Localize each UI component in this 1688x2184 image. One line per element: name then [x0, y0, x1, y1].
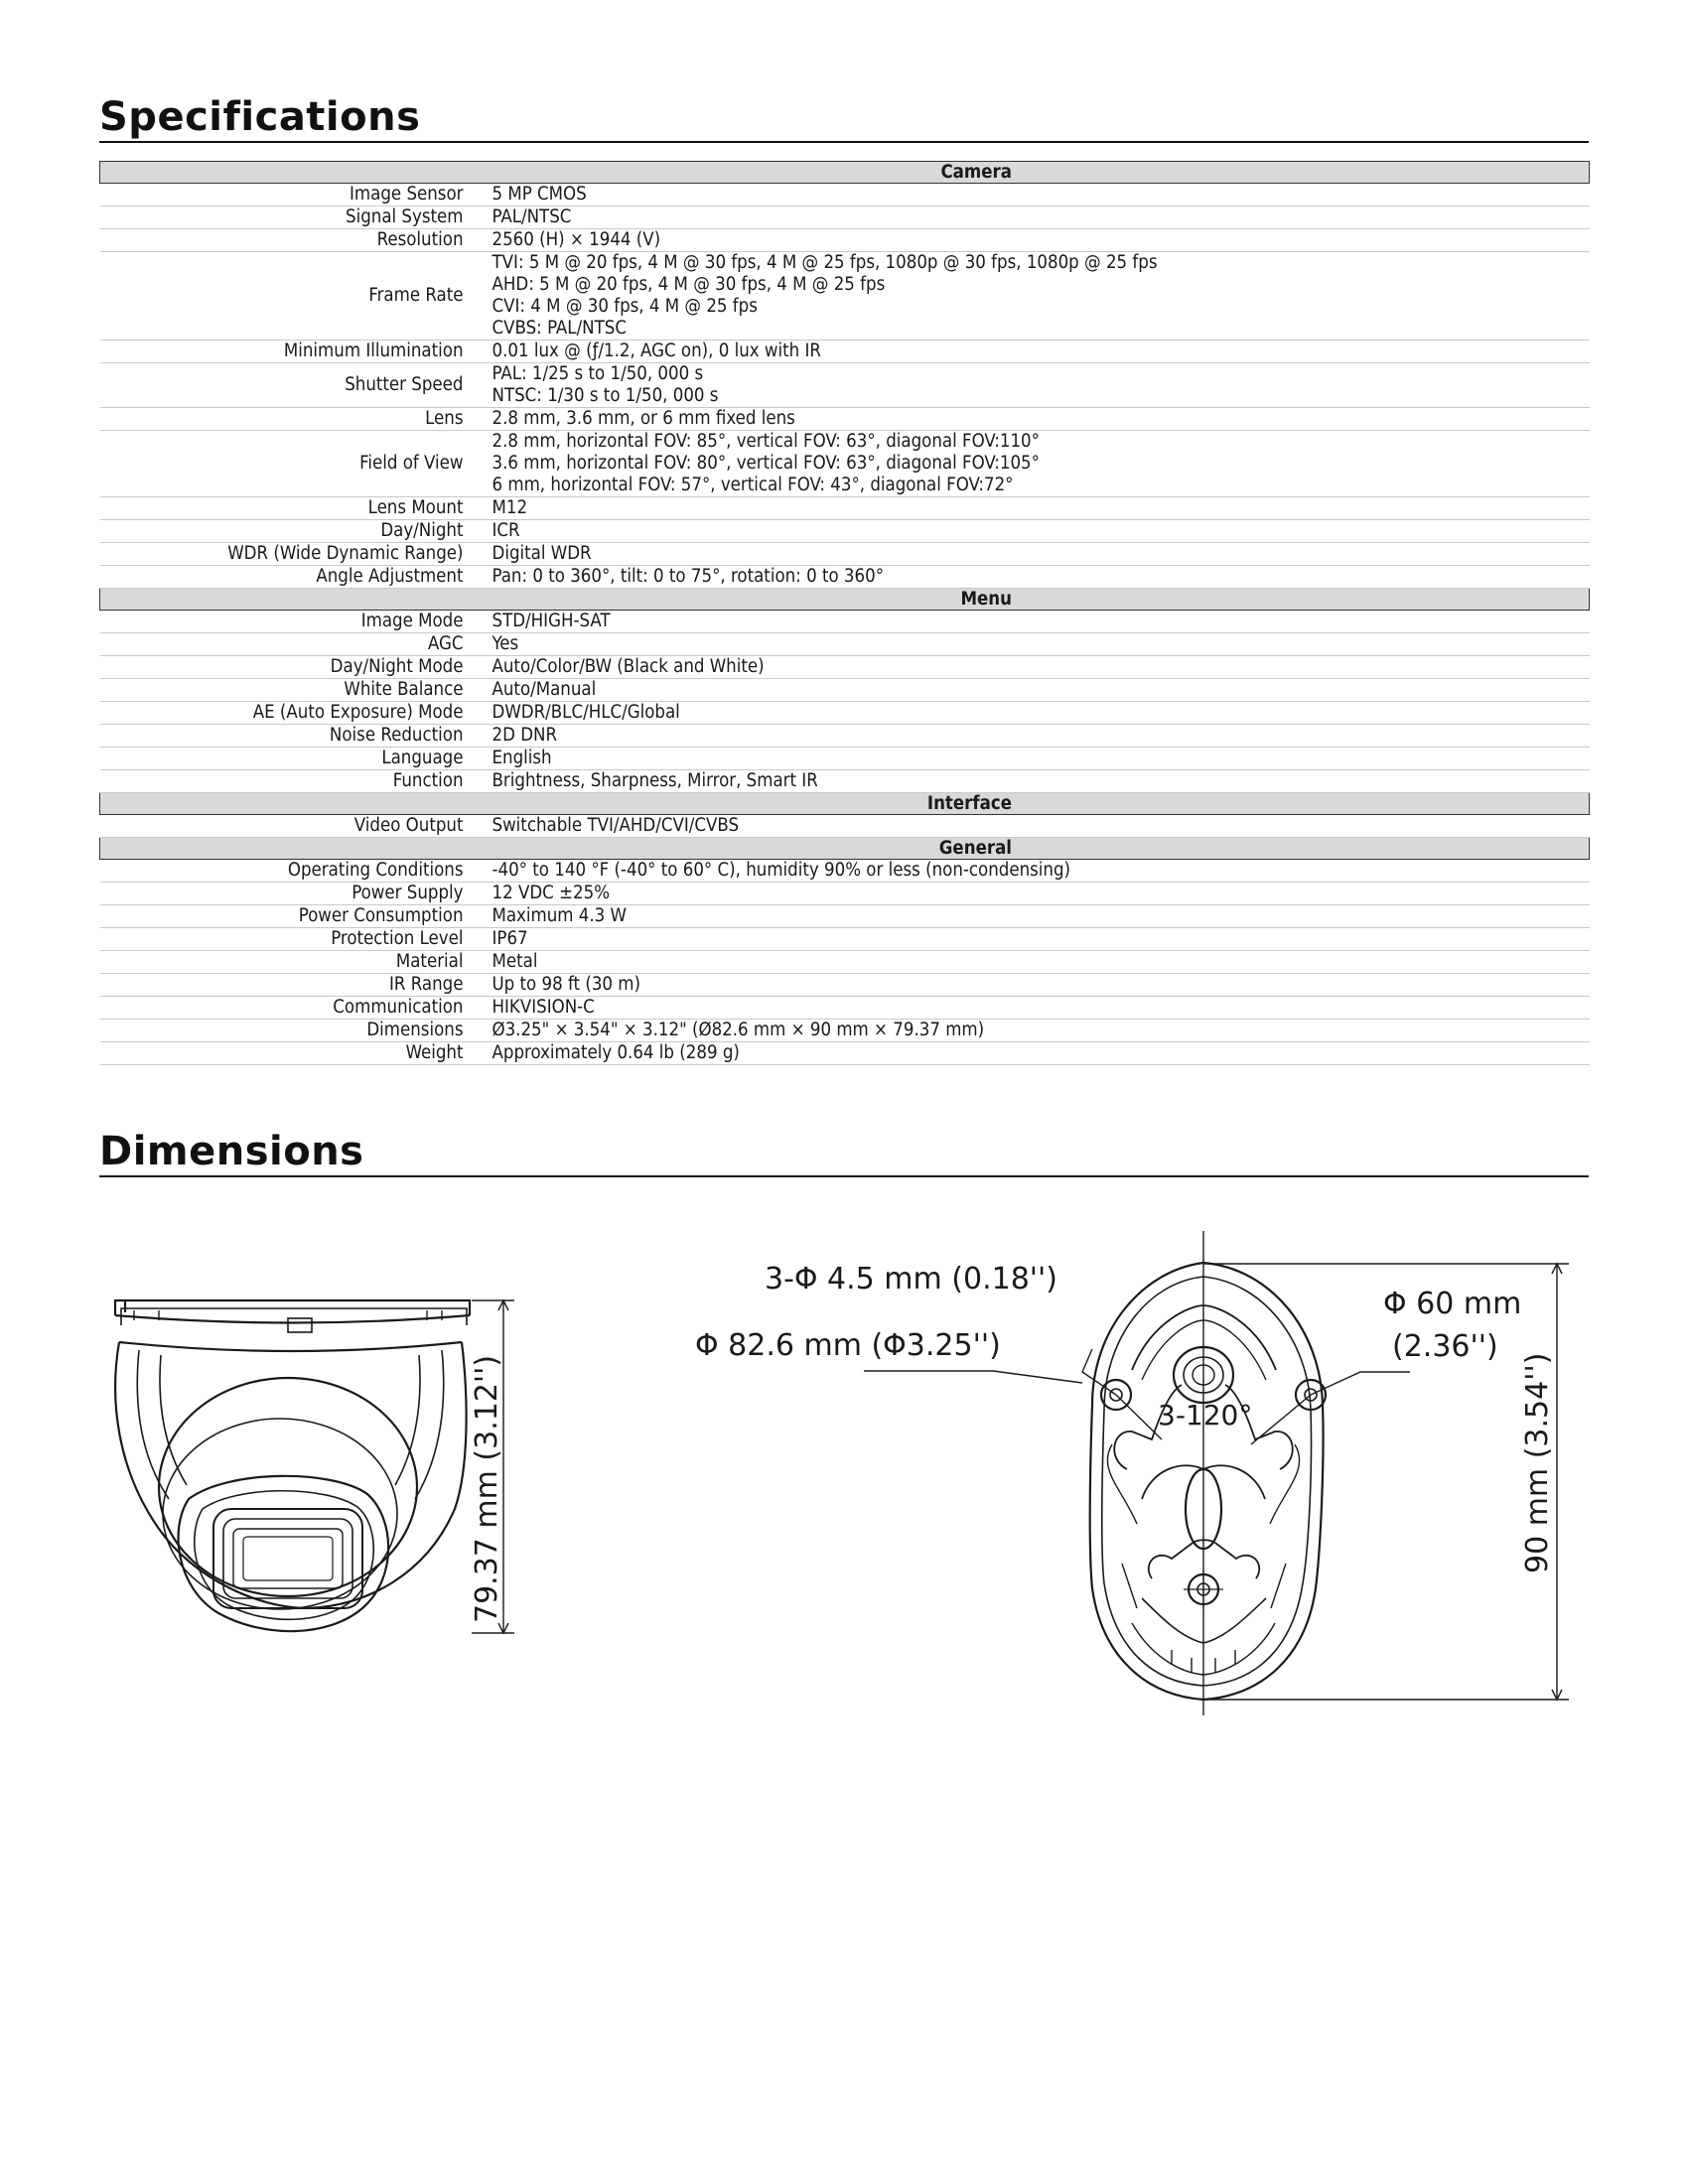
spec-row — [100, 883, 1590, 905]
spec-label: Protection Level — [100, 928, 492, 951]
spec-value — [492, 229, 1590, 252]
spec-row — [100, 928, 1590, 951]
spec-value-line: Digital WDR — [492, 543, 592, 564]
spec-label: Minimum Illumination — [100, 341, 492, 363]
spec-row — [100, 770, 1590, 793]
spec-group-header — [100, 838, 1590, 860]
spec-value — [492, 543, 1590, 566]
spec-value — [492, 725, 1590, 748]
spec-value-line: Switchable TVI/AHD/CVI/CVBS — [492, 815, 740, 836]
spec-row — [100, 860, 1590, 883]
spec-value — [492, 770, 1590, 793]
spec-value — [492, 184, 1590, 206]
spec-value-line: CVBS: PAL/NTSC — [492, 318, 627, 339]
spec-label: Day/Night — [100, 520, 492, 543]
spec-group-title: Interface — [926, 792, 1012, 814]
spec-value — [492, 408, 1590, 431]
spec-value-line: -40° to 140 °F (-40° to 60° C), humidity 90% or less (non-condensing) — [492, 860, 1071, 881]
spec-value-line: PAL: 1/25 s to 1/50, 000 s — [492, 363, 704, 384]
spec-value-line: 2.8 mm, horizontal FOV: 85°, vertical FOV: 63°, diagonal FOV:110° — [492, 431, 1040, 452]
spec-row — [100, 543, 1590, 566]
spec-label: Power Supply — [100, 883, 492, 905]
angle-label: 3-120° — [1158, 1399, 1253, 1432]
spec-value — [492, 520, 1590, 543]
outer-diameter-label: Φ 82.6 mm (Φ3.25'') — [695, 1328, 1001, 1363]
spec-group-header — [100, 589, 1590, 611]
spec-value-line: NTSC: 1/30 s to 1/50, 000 s — [492, 385, 719, 406]
dimensions-drawing — [99, 1171, 1589, 1747]
spec-value-line: CVI: 4 M @ 30 fps, 4 M @ 25 fps — [492, 296, 758, 317]
spec-value-line: English — [492, 748, 552, 768]
spec-row — [100, 1020, 1590, 1042]
spec-label: Lens — [100, 408, 492, 431]
spec-value — [492, 611, 1590, 633]
spec-row — [100, 1042, 1590, 1065]
inner-diameter-label-2: (2.36'') — [1392, 1329, 1498, 1364]
spec-label: Function — [100, 770, 492, 793]
spec-value — [492, 633, 1590, 656]
spec-value-line: Up to 98 ft (30 m) — [492, 974, 640, 995]
spec-row — [100, 341, 1590, 363]
spec-value — [492, 951, 1590, 974]
spec-label: Angle Adjustment — [100, 566, 492, 589]
spec-label: WDR (Wide Dynamic Range) — [100, 543, 492, 566]
spec-label: IR Range — [100, 974, 492, 997]
specifications-heading: Specifications — [99, 93, 1589, 143]
spec-row — [100, 184, 1590, 206]
spec-label: Operating Conditions — [100, 860, 492, 883]
spec-value — [492, 883, 1590, 905]
spec-value-line: Ø3.25" × 3.54" × 3.12" (Ø82.6 mm × 90 mm × 79.37 mm) — [492, 1020, 985, 1040]
spec-label: Image Sensor — [100, 184, 492, 206]
spec-label: Dimensions — [100, 1020, 492, 1042]
inner-diameter-label-1: Φ 60 mm — [1383, 1287, 1522, 1321]
spec-value-line: 6 mm, horizontal FOV: 57°, vertical FOV: 43°, diagonal FOV:72° — [492, 475, 1014, 495]
spec-value — [492, 974, 1590, 997]
spec-row — [100, 408, 1590, 431]
spec-row — [100, 748, 1590, 770]
spec-label: Lens Mount — [100, 497, 492, 520]
spec-row — [100, 951, 1590, 974]
spec-value-line: IP67 — [492, 928, 528, 949]
spec-row — [100, 679, 1590, 702]
spec-row — [100, 974, 1590, 997]
spec-value — [492, 815, 1590, 838]
spec-row — [100, 520, 1590, 543]
spec-label: Shutter Speed — [100, 363, 492, 408]
spec-label: AE (Auto Exposure) Mode — [100, 702, 492, 725]
spec-value-line: Auto/Color/BW (Black and White) — [492, 656, 765, 677]
spec-label: Day/Night Mode — [100, 656, 492, 679]
spec-value — [492, 656, 1590, 679]
spec-value-line: AHD: 5 M @ 20 fps, 4 M @ 30 fps, 4 M @ 25 fps — [492, 274, 886, 295]
bottom-view-height-label: 90 mm (3.54'') — [1520, 1352, 1555, 1573]
spec-value-line: STD/HIGH-SAT — [492, 611, 611, 631]
spec-row — [100, 431, 1590, 497]
spec-row — [100, 815, 1590, 838]
spec-row — [100, 702, 1590, 725]
spec-value — [492, 431, 1590, 497]
spec-row — [100, 905, 1590, 928]
spec-row — [100, 229, 1590, 252]
spec-row — [100, 997, 1590, 1020]
spec-value — [492, 566, 1590, 589]
spec-label: Image Mode — [100, 611, 492, 633]
spec-group-title: General — [938, 837, 1012, 859]
spec-row — [100, 656, 1590, 679]
spec-value — [492, 341, 1590, 363]
spec-group-title: Camera — [940, 161, 1012, 183]
spec-group-header — [100, 162, 1590, 184]
spec-row — [100, 206, 1590, 229]
side-view-height-label: 79.37 mm (3.12'') — [470, 1354, 504, 1623]
spec-value-line: 2560 (H) × 1944 (V) — [492, 229, 661, 250]
spec-value-line: Metal — [492, 951, 538, 972]
spec-value — [492, 860, 1590, 883]
spec-group-header — [100, 793, 1590, 815]
spec-label: Resolution — [100, 229, 492, 252]
spec-row — [100, 566, 1590, 589]
spec-row — [100, 497, 1590, 520]
spec-value-line: Pan: 0 to 360°, tilt: 0 to 75°, rotation: 0 to 360° — [492, 566, 885, 587]
spec-label: Language — [100, 748, 492, 770]
spec-label: Frame Rate — [100, 252, 492, 341]
spec-value-line: 5 MP CMOS — [492, 184, 587, 205]
spec-label: Video Output — [100, 815, 492, 838]
spec-value-line: ICR — [492, 520, 520, 541]
spec-value-line: Maximum 4.3 W — [492, 905, 627, 926]
spec-label: AGC — [100, 633, 492, 656]
spec-row — [100, 611, 1590, 633]
spec-value — [492, 252, 1590, 341]
spec-label: Power Consumption — [100, 905, 492, 928]
spec-row — [100, 252, 1590, 341]
spec-value — [492, 497, 1590, 520]
spec-value — [492, 997, 1590, 1020]
spec-value-line: 12 VDC ±25% — [492, 883, 611, 903]
spec-value-line: 3.6 mm, horizontal FOV: 80°, vertical FOV: 63°, diagonal FOV:105° — [492, 453, 1040, 474]
spec-value — [492, 679, 1590, 702]
spec-label: Communication — [100, 997, 492, 1020]
specifications-table — [99, 161, 1590, 1065]
spec-value-line: Approximately 0.64 lb (289 g) — [492, 1042, 740, 1063]
spec-label: Field of View — [100, 431, 492, 497]
spec-group-title: Menu — [960, 588, 1012, 610]
spec-value — [492, 702, 1590, 725]
spec-label: Signal System — [100, 206, 492, 229]
spec-row — [100, 363, 1590, 408]
spec-value-line: PAL/NTSC — [492, 206, 572, 227]
spec-value-line: 2.8 mm, 3.6 mm, or 6 mm fixed lens — [492, 408, 795, 429]
spec-label: Weight — [100, 1042, 492, 1065]
spec-row — [100, 633, 1590, 656]
spec-value — [492, 1020, 1590, 1042]
spec-row — [100, 725, 1590, 748]
spec-value-line: TVI: 5 M @ 20 fps, 4 M @ 30 fps, 4 M @ 25 fps, 1080p @ 30 fps, 1080p @ 25 fps — [492, 252, 1158, 273]
spec-value — [492, 928, 1590, 951]
spec-label: Noise Reduction — [100, 725, 492, 748]
camera-side-view — [115, 1300, 514, 1633]
spec-value-line: Auto/Manual — [492, 679, 597, 700]
spec-value-line: M12 — [492, 497, 528, 518]
spec-value — [492, 206, 1590, 229]
spec-value — [492, 748, 1590, 770]
spec-value-line: Yes — [492, 633, 519, 654]
spec-label: Material — [100, 951, 492, 974]
spec-value — [492, 905, 1590, 928]
spec-value-line: Brightness, Sharpness, Mirror, Smart IR — [492, 770, 818, 791]
dimensions-heading: Dimensions — [99, 1128, 1589, 1177]
spec-value-line: HIKVISION-C — [492, 997, 595, 1018]
spec-value-line: 0.01 lux @ (ƒ/1.2, AGC on), 0 lux with IR — [492, 341, 821, 361]
hole-diameter-label: 3-Φ 4.5 mm (0.18'') — [765, 1262, 1057, 1297]
spec-value-line: 2D DNR — [492, 725, 558, 746]
spec-value — [492, 1042, 1590, 1065]
spec-label: White Balance — [100, 679, 492, 702]
spec-value-line: DWDR/BLC/HLC/Global — [492, 702, 680, 723]
spec-value — [492, 363, 1590, 408]
